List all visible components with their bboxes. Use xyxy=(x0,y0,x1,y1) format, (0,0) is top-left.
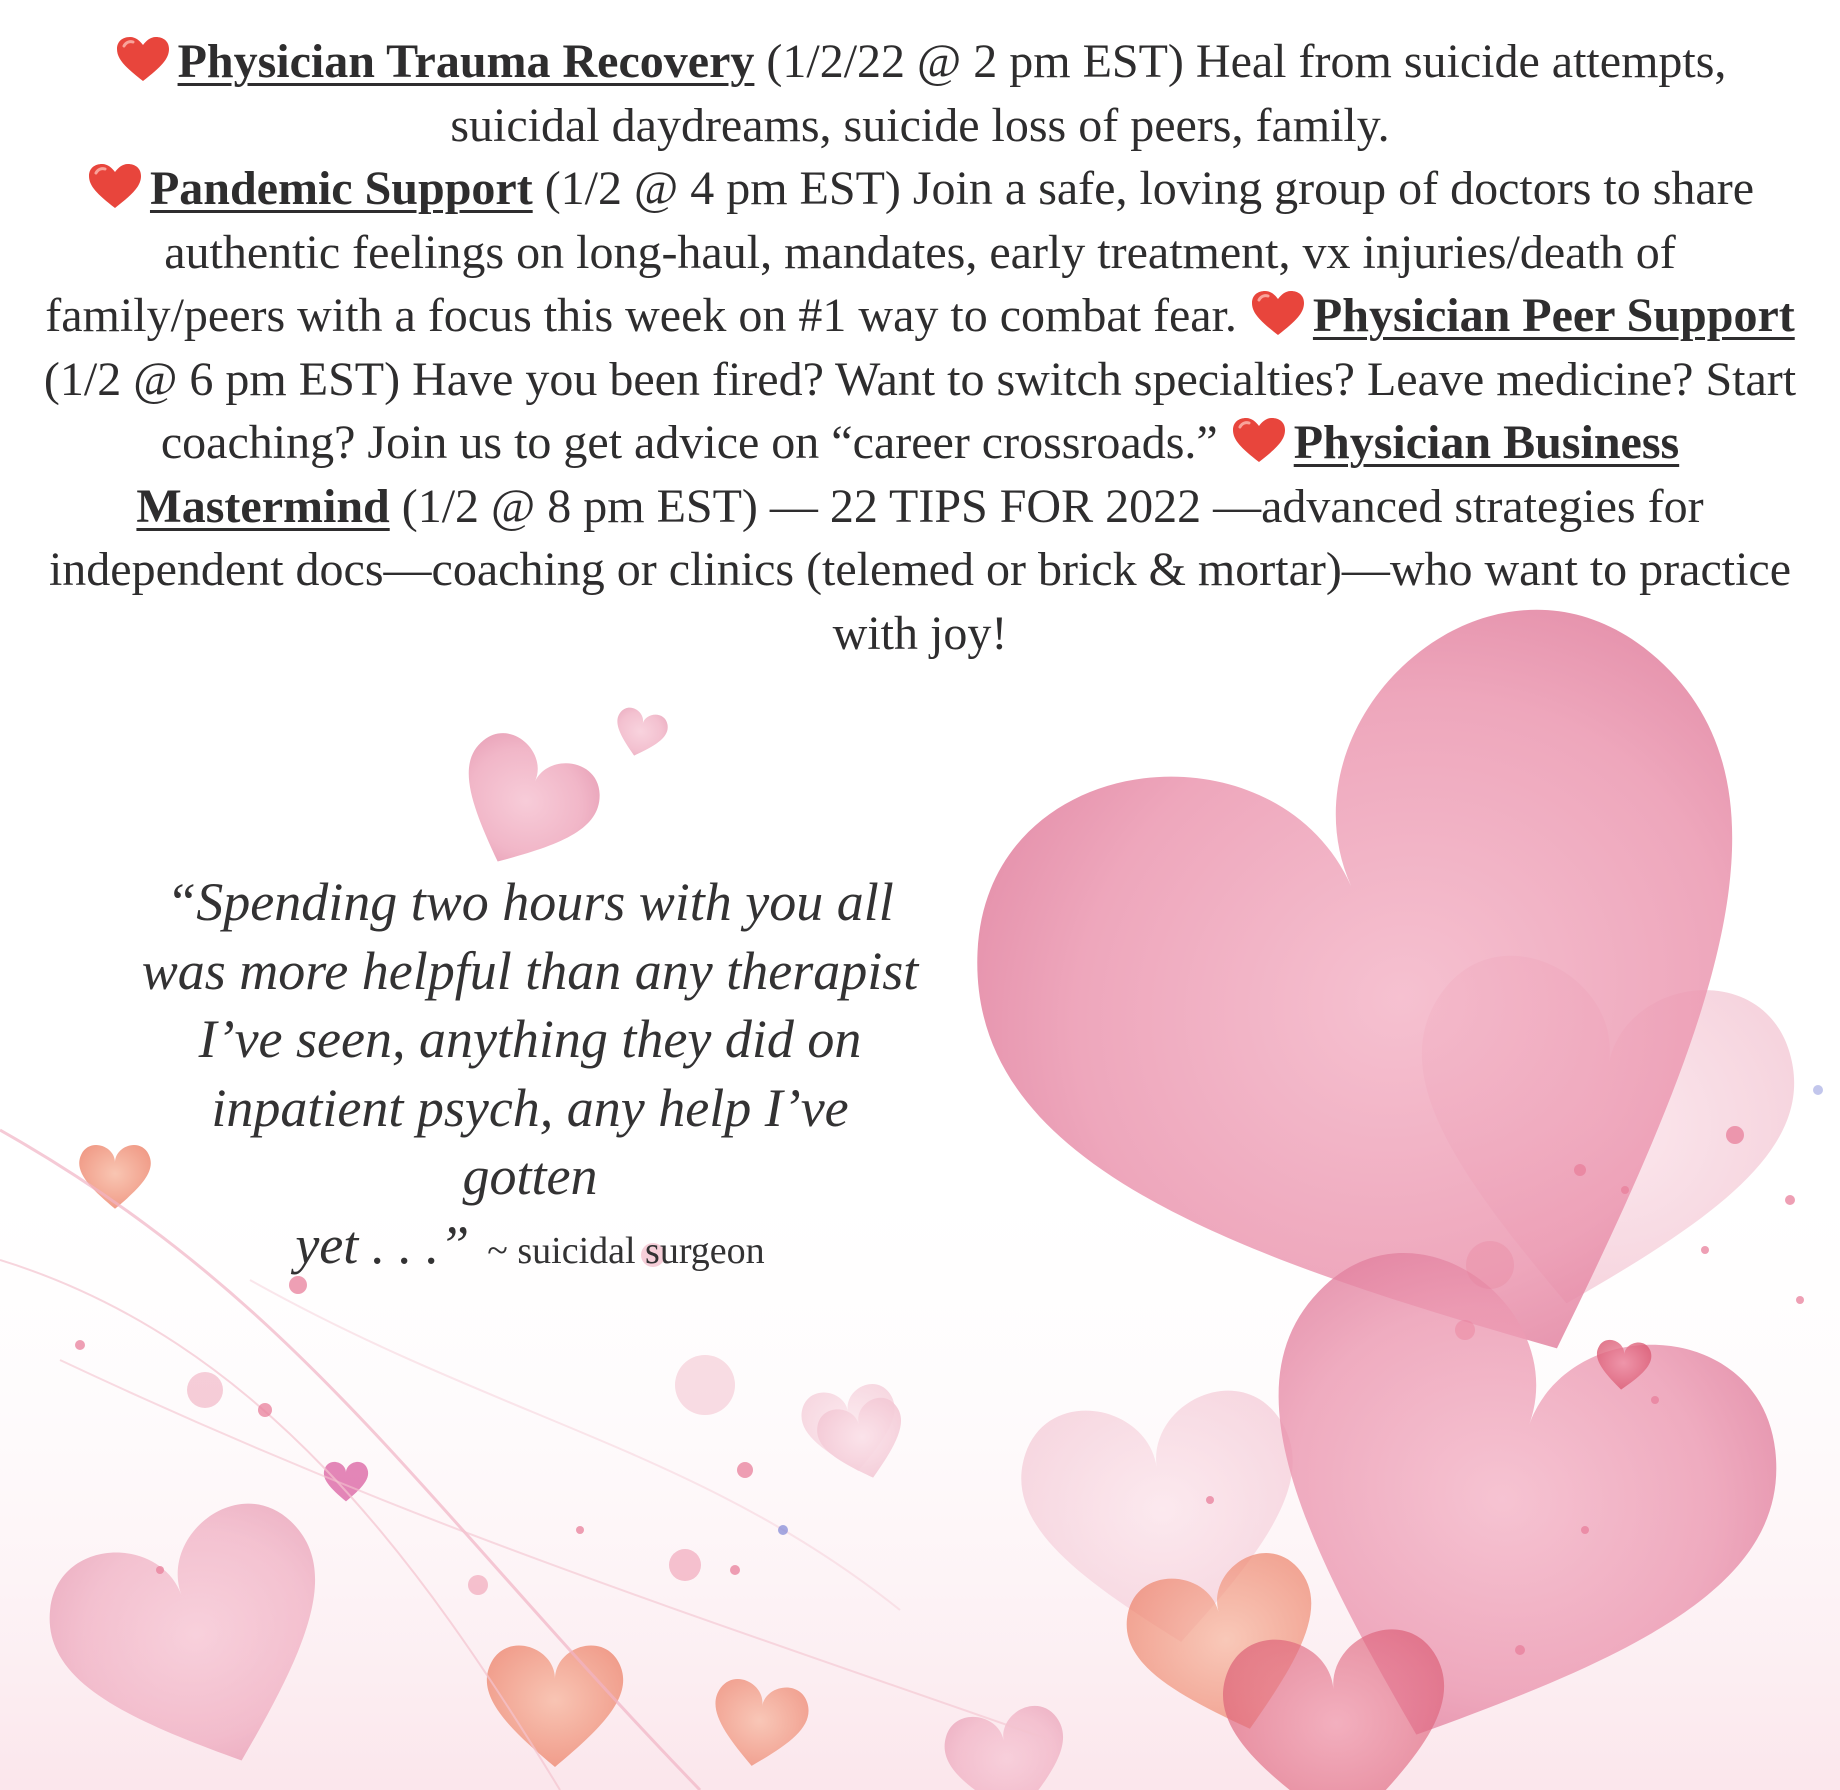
event-title-business-mastermind[interactable]: Physician Business Mastermind xyxy=(136,416,1680,533)
quote-line: was more helpful than any therapist xyxy=(141,940,919,1001)
quote-line: “Spending two hours with you all xyxy=(166,872,894,932)
red-heart-icon xyxy=(1249,289,1307,337)
testimonial-quote xyxy=(140,868,920,1285)
quote-last-line xyxy=(140,1211,920,1286)
quote-line: inpatient psych, any help I’ve gotten xyxy=(211,1077,849,1206)
event-details-business-mastermind: (1/2 @ 8 pm EST) — 22 TIPS FOR 2022 —advanced strategies for independent docs—coaching or clinics (telemed or brick & mortar)—who want to practice with joy! xyxy=(48,479,1792,660)
event-details-trauma-recovery: (1/2/22 @ 2 pm EST) Heal from suicide attempts, suicidal daydreams, suicide loss of peers, family. xyxy=(450,35,1727,152)
quote-line: I’ve seen, anything they did on xyxy=(198,1009,862,1069)
event-title-peer-support[interactable]: Physician Peer Support xyxy=(1312,289,1795,342)
event-title-trauma-recovery[interactable]: Physician Trauma Recovery xyxy=(177,35,755,88)
event-details-pandemic-support: (1/2 @ 4 pm EST) Join a safe, loving group of doctors to share authentic feelings on long-haul, mandates, early treatment, vx injuries/death of family/peers with a focus this week on #1 way to combat fear. xyxy=(45,162,1755,342)
red-heart-icon xyxy=(114,35,172,83)
event-title-pandemic-support[interactable]: Pandemic Support xyxy=(149,162,533,215)
event-schedule xyxy=(40,30,1800,665)
quote-line: yet . . .” xyxy=(295,1214,470,1275)
testimonial-attribution: ~ suicidal surgeon xyxy=(487,1229,765,1272)
red-heart-icon xyxy=(1230,416,1288,464)
event-details-peer-support: (1/2 @ 6 pm EST) Have you been fired? Want to switch specialties? Leave medicine? Start coaching? Join us to get advice on “career crossroads.” xyxy=(43,352,1797,469)
red-heart-icon xyxy=(86,162,144,210)
